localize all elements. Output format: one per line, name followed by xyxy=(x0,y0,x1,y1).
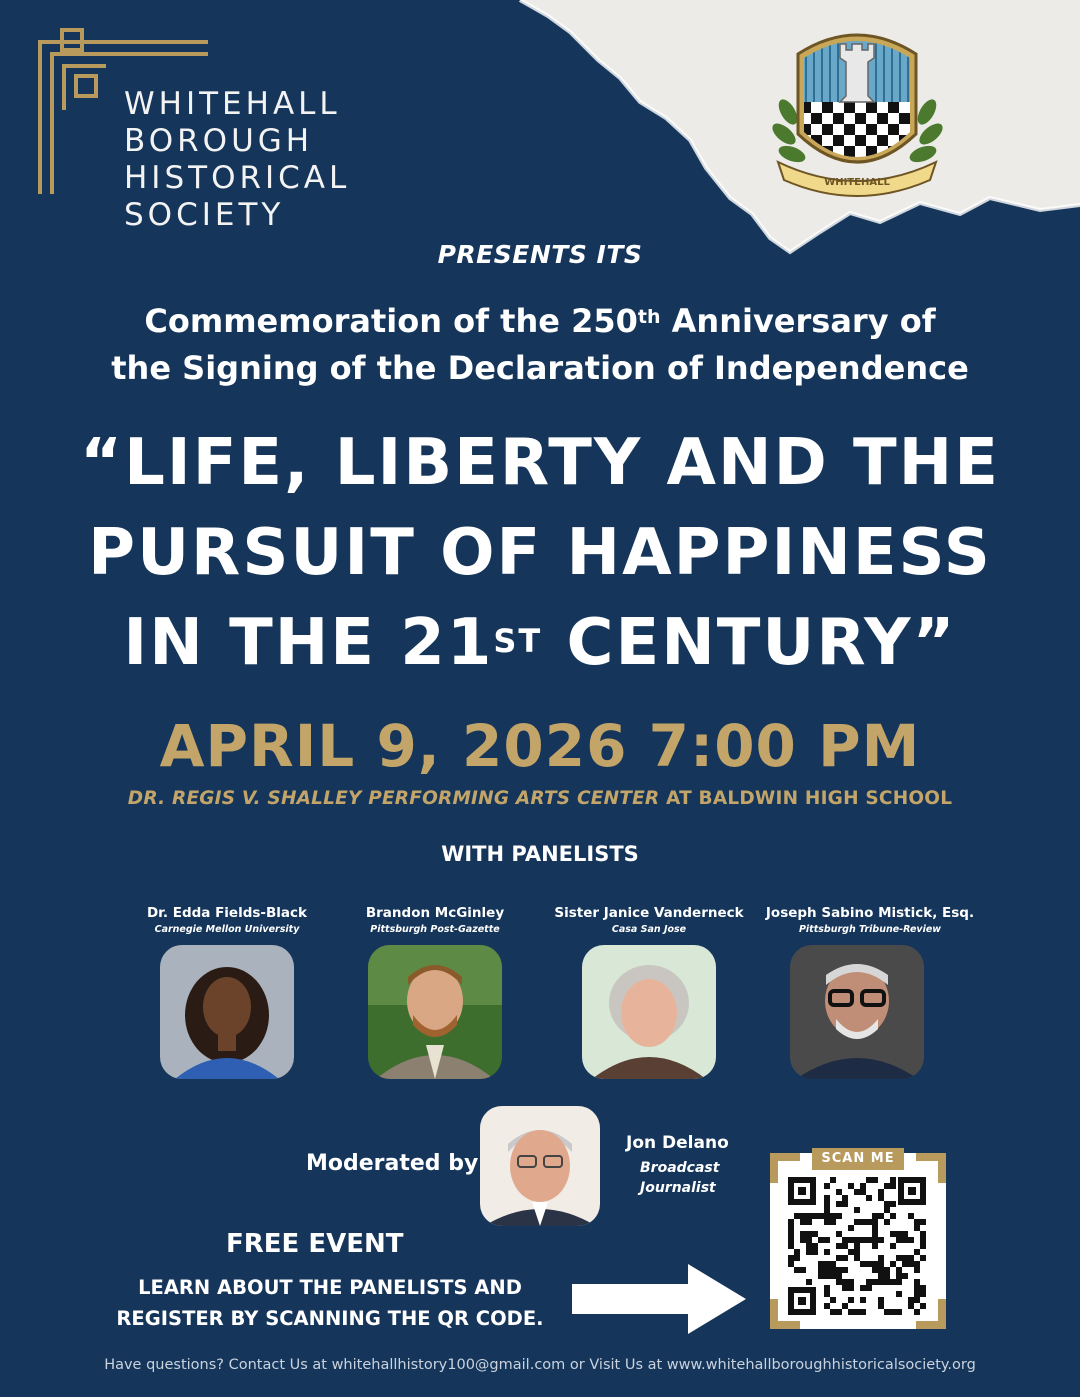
panelist-affiliation: Pittsburgh Post-Gazette xyxy=(370,924,500,935)
venue-name: DR. REGIS V. SHALLEY PERFORMING ARTS CENTER xyxy=(127,788,660,809)
right-arrow-icon xyxy=(570,1262,750,1336)
footer-contact: Have questions? Contact Us at whitehallhistory100@gmail.com or Visit Us at www.whitehallboroughhistoricalsociety.org xyxy=(104,1357,976,1373)
venue-school: AT BALDWIN HIGH SCHOOL xyxy=(659,788,953,809)
moderator-role-line2: Journalist xyxy=(640,1180,716,1196)
moderator-role xyxy=(640,1158,719,1198)
whitehall-seal-logo xyxy=(770,22,945,197)
headline-line3-b: CENTURY” xyxy=(542,606,957,680)
subtitle-line1-b: Anniversary of xyxy=(660,302,936,340)
panelist-photo xyxy=(368,945,502,1079)
event-headline xyxy=(30,418,1050,688)
presents-label: PRESENTS ITS xyxy=(437,240,643,269)
panelist-name: Joseph Sabino Mistick, Esq. xyxy=(765,905,975,921)
panelist-card xyxy=(755,905,985,935)
qr-code[interactable] xyxy=(770,1153,946,1329)
panelist-photo xyxy=(160,945,294,1079)
org-name-line-3: HISTORICAL xyxy=(124,160,351,196)
panelist-card xyxy=(112,905,342,935)
org-name xyxy=(124,86,350,234)
org-name-line-4: SOCIETY xyxy=(124,197,285,233)
panelist-name: Brandon McGinley xyxy=(365,905,505,921)
org-name-line-1: WHITEHALL xyxy=(124,86,341,122)
subtitle-line1-a: Commemoration of the 250 xyxy=(144,302,638,340)
cta-line1: LEARN ABOUT THE PANELISTS AND xyxy=(138,1276,522,1299)
moderator-name: Jon Delano xyxy=(626,1133,729,1153)
panelist-card xyxy=(320,905,550,935)
panelist-name: Dr. Edda Fields-Black xyxy=(146,905,308,921)
panelist-affiliation: Casa San Jose xyxy=(611,924,687,935)
headline-line3-sup: ST xyxy=(493,622,543,660)
org-name-line-2: BOROUGH xyxy=(124,123,314,159)
cta-text xyxy=(110,1272,550,1334)
headline-line1: “LIFE, LIBERTY AND THE xyxy=(80,426,1000,500)
panelist-card xyxy=(534,905,764,935)
scan-me-label: SCAN ME xyxy=(812,1148,904,1170)
moderator-role-line1: Broadcast xyxy=(640,1160,720,1176)
panelist-photo xyxy=(582,945,716,1079)
headline-line3-a: IN THE 21 xyxy=(123,606,494,680)
panelist-affiliation: Carnegie Mellon University xyxy=(154,924,300,935)
cta-line2: REGISTER BY SCANNING THE QR CODE. xyxy=(116,1307,544,1330)
event-date-time: APRIL 9, 2026 7:00 PM xyxy=(159,712,921,780)
panelist-affiliation: Pittsburgh Tribune-Review xyxy=(798,924,942,935)
subtitle-line1-sup: th xyxy=(637,306,661,328)
headline-line2: PURSUIT OF HAPPINESS xyxy=(88,516,992,590)
panelist-photo xyxy=(790,945,924,1079)
with-panelists-heading: WITH PANELISTS xyxy=(441,842,639,866)
seal-ribbon-text: WHITEHALL xyxy=(824,177,890,188)
free-event-label: FREE EVENT xyxy=(226,1229,404,1259)
subtitle-line2: the Signing of the Declaration of Independence xyxy=(111,349,969,387)
moderator-photo xyxy=(480,1106,600,1226)
panelist-name: Sister Janice Vanderneck xyxy=(554,905,744,921)
event-venue xyxy=(0,788,1080,809)
event-subtitle xyxy=(40,298,1040,392)
moderated-by-label: Moderated by xyxy=(306,1151,479,1176)
